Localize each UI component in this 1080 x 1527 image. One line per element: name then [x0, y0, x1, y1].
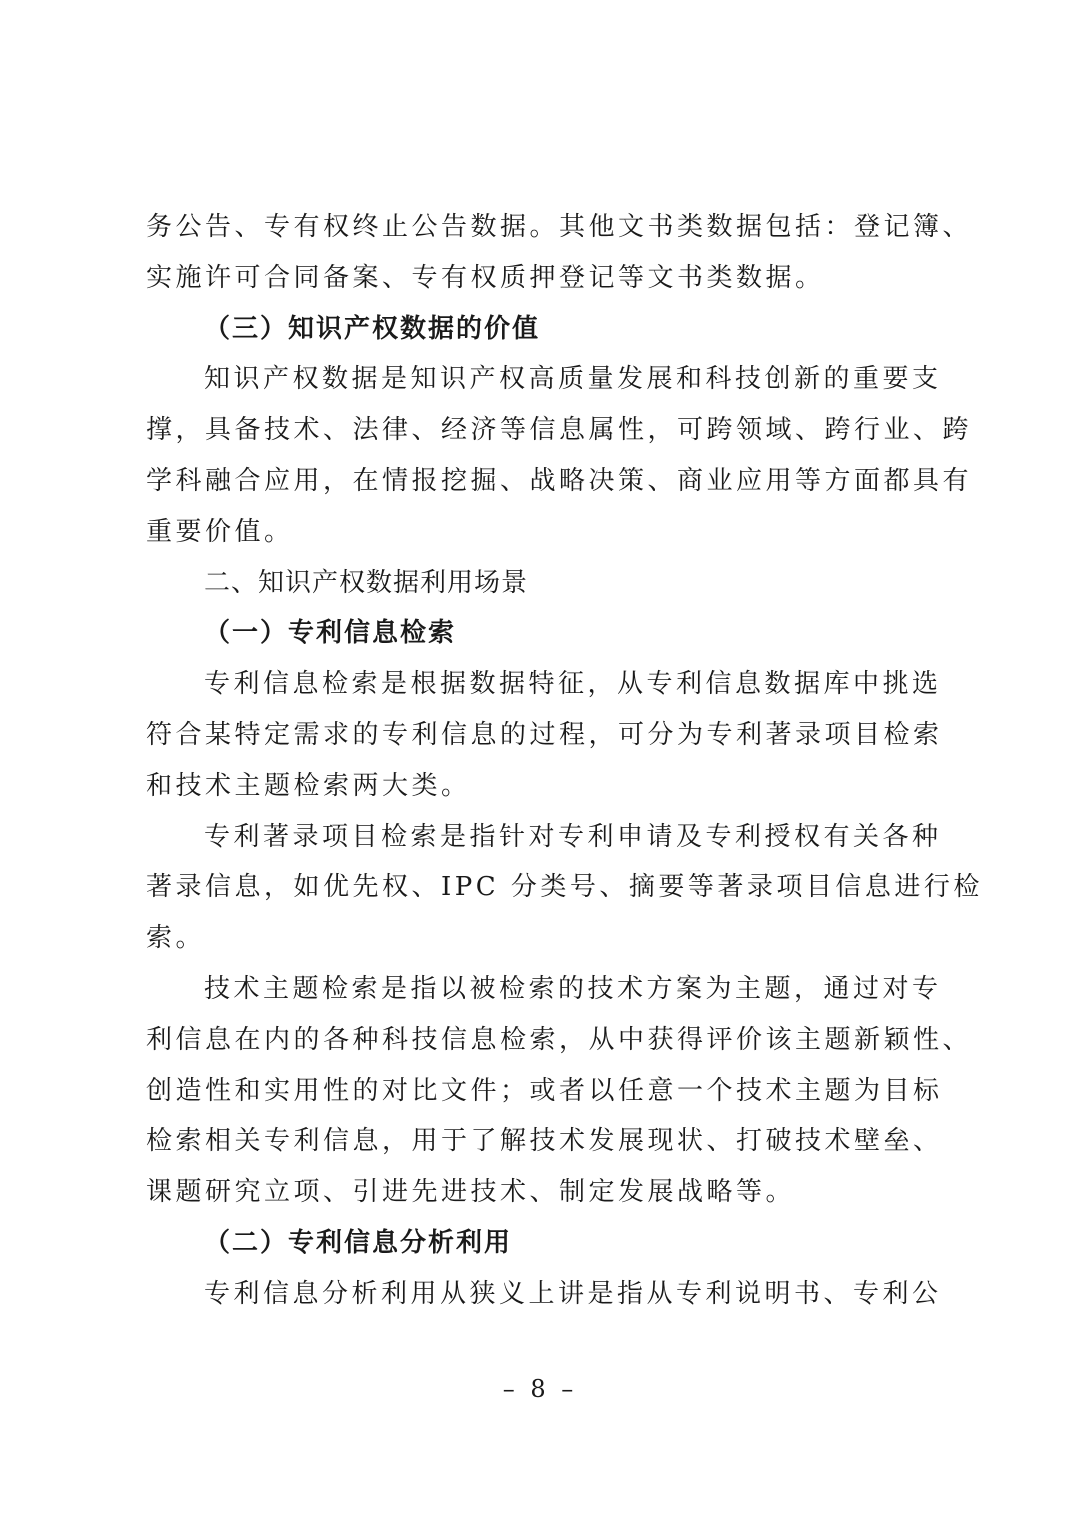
paragraph-start-line: 专利信息分析利用从狭义上讲是指从专利说明书、专利公: [204, 1278, 942, 1309]
paragraph-start-line: 专利信息检索是根据数据特征，从专利信息数据库中挑选: [204, 669, 942, 700]
subheading-patent-analysis: （二）专利信息分析利用: [204, 1227, 513, 1258]
text-line: 实施许可合同备案、专有权质押登记等文书类数据。: [146, 262, 825, 293]
text-line: 和技术主题检索两大类。: [146, 770, 471, 801]
text-line: 务公告、专有权终止公告数据。其他文书类数据包括：登记簿、: [146, 212, 973, 242]
section-heading-usage-scenarios: 二、知识产权数据利用场景: [204, 567, 529, 598]
paragraph-start-line: 知识产权数据是知识产权高质量发展和科技创新的重要支: [204, 364, 942, 395]
page-number: – 8 –: [502, 1375, 578, 1403]
text-line: 撑，具备技术、法律、经济等信息属性，可跨领域、跨行业、跨: [146, 415, 973, 446]
text-line: 利信息在内的各种科技信息检索，从中获得评价该主题新颖性、: [146, 1024, 973, 1055]
paragraph-start-line: 专利著录项目检索是指针对专利申请及专利授权有关各种: [204, 821, 942, 852]
text-line: 著录信息，如优先权、IPC 分类号、摘要等著录项目信息进行检: [146, 872, 983, 903]
text-line: 学科融合应用，在情报挖掘、战略决策、商业应用等方面都具有: [146, 465, 973, 496]
text-line: 课题研究立项、引进先进技术、制定发展战略等。: [146, 1177, 796, 1208]
paragraph-start-line: 技术主题检索是指以被检索的技术方案为主题，通过对专: [204, 973, 942, 1004]
subheading-patent-search: （一）专利信息检索: [204, 618, 457, 649]
text-line: 创造性和实用性的对比文件；或者以任意一个技术主题为目标: [146, 1075, 943, 1106]
text-line: 检索相关专利信息，用于了解技术发展现状、打破技术壁垒、: [146, 1126, 943, 1157]
document-body: [146, 202, 983, 1320]
subheading-value-of-ip-data: （三）知识产权数据的价值: [204, 313, 541, 344]
text-line: 重要价值。: [146, 516, 294, 547]
text-line: 索。: [146, 923, 206, 954]
text-line: 符合某特定需求的专利信息的过程，可分为专利著录项目检索: [146, 719, 943, 750]
